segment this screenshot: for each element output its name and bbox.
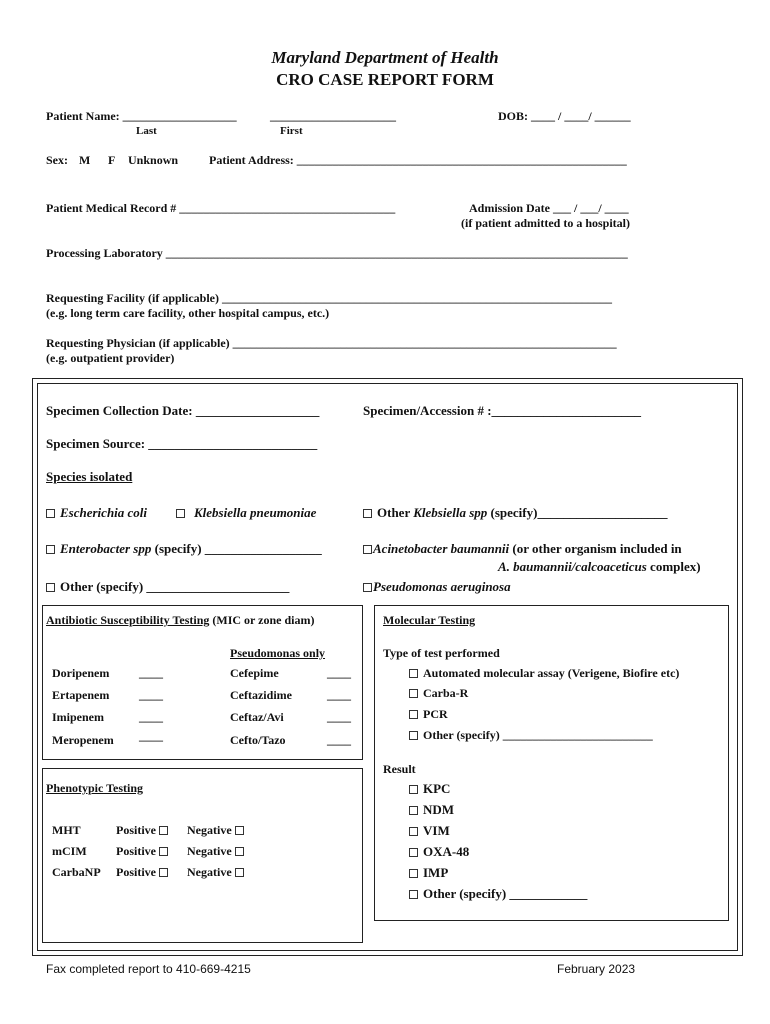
pseudomonas-only-heading: Pseudomonas only — [230, 646, 326, 660]
ast-heading-suffix: (MIC or zone diam) — [209, 613, 315, 627]
other-specify-label: Other (specify) ______________________ — [60, 579, 290, 594]
fax-footer: Fax completed report to 410-669-4215 — [46, 962, 251, 976]
result-oxa48-checkbox[interactable] — [409, 844, 469, 860]
carbanp-positive-checkbox[interactable] — [116, 865, 168, 880]
other-kleb-prefix: Other — [377, 505, 414, 520]
type-of-test-label: Type of test performed — [383, 646, 500, 660]
negative-label: Negative — [187, 865, 232, 879]
result-oxa48-label: OXA-48 — [423, 844, 470, 859]
test-pcr-checkbox[interactable] — [409, 707, 448, 722]
checkbox-icon — [409, 869, 418, 878]
dob-field[interactable]: DOB: ____ / ____/ ______ — [498, 109, 631, 123]
checkbox-icon — [409, 785, 418, 794]
ast-meropenem-blank[interactable]: —— — [139, 733, 163, 747]
admission-date-field[interactable]: Admission Date ___ / ___/ ____ — [469, 201, 629, 215]
org-title: Maryland Department of Health — [271, 48, 499, 67]
patient-name-field[interactable]: Patient Name: ___________________ — [46, 109, 237, 123]
acineto-complex-line — [498, 559, 701, 575]
ast-cefto-tazo-blank[interactable]: ____ — [327, 733, 351, 747]
sex-option-m[interactable]: M — [79, 153, 91, 167]
species-other-checkbox[interactable] — [46, 579, 289, 595]
date-footer: February 2023 — [557, 962, 636, 976]
test-other-checkbox[interactable] — [409, 728, 653, 743]
result-ndm-checkbox[interactable] — [409, 802, 454, 818]
patient-address-field[interactable]: Patient Address: _______________________________________________________ — [209, 153, 627, 167]
ast-ceftazidime-label: Ceftazidime — [230, 688, 292, 702]
test-automated-label: Automated molecular assay (Verigene, Biofire etc) — [423, 666, 680, 680]
species-ecoli-checkbox[interactable] — [46, 505, 147, 521]
acineto-italic: Acinetobacter baumannii — [373, 541, 510, 556]
checkbox-icon — [409, 710, 418, 719]
processing-lab-field[interactable]: Processing Laboratory _____________________________________________________________________________ — [46, 246, 628, 260]
checkbox-icon — [46, 583, 55, 592]
negative-label: Negative — [187, 844, 232, 858]
ast-cefepime-label: Cefepime — [230, 666, 279, 680]
result-label: Result — [383, 762, 416, 776]
checkbox-icon — [363, 509, 372, 518]
checkbox-icon — [159, 847, 168, 856]
medical-record-field[interactable]: Patient Medical Record # ____________________________________ — [46, 201, 396, 215]
species-ecoli-label: Escherichia coli — [60, 505, 148, 520]
checkbox-icon — [409, 669, 418, 678]
acineto-suffix: (or other organism included in — [509, 541, 682, 556]
entero-italic: Enterobacter spp — [60, 541, 152, 556]
pseudo-italic: Pseudomonas aeruginosa — [373, 579, 511, 594]
requesting-facility-field[interactable]: Requesting Facility (if applicable) _________________________________________________________________ — [46, 291, 612, 305]
species-klebsiella-pneumoniae-checkbox[interactable] — [176, 505, 316, 521]
species-isolated-heading: Species isolated — [46, 469, 133, 484]
ast-cefto-tazo-label: Cefto/Tazo — [230, 733, 286, 747]
ast-ertapenem-blank[interactable]: ____ — [139, 688, 163, 702]
mcim-negative-checkbox[interactable] — [187, 844, 244, 859]
species-pseudomonas-checkbox[interactable] — [363, 579, 511, 595]
ast-ceftazidime-blank[interactable]: ____ — [327, 688, 351, 702]
result-other-checkbox[interactable] — [409, 886, 587, 902]
checkbox-icon — [409, 890, 418, 899]
checkbox-icon — [46, 545, 55, 554]
last-caption: Last — [136, 125, 157, 137]
ast-ceftaz-avi-blank[interactable]: ____ — [327, 710, 351, 724]
checkbox-icon — [363, 583, 372, 592]
checkbox-icon — [409, 806, 418, 815]
sex-option-f[interactable]: F — [108, 153, 116, 167]
first-caption: First — [280, 125, 303, 137]
entero-suffix: (specify) __________________ — [151, 541, 322, 556]
test-pcr-label: PCR — [423, 707, 448, 721]
other-kleb-suffix: (specify)____________________ — [487, 505, 668, 520]
species-other-klebsiella-checkbox[interactable] — [363, 505, 667, 521]
checkbox-icon — [409, 827, 418, 836]
form-title: CRO CASE REPORT FORM — [276, 70, 494, 89]
checkbox-icon — [235, 847, 244, 856]
ast-imipenem-label: Imipenem — [52, 710, 104, 724]
result-vim-checkbox[interactable] — [409, 823, 450, 839]
requesting-physician-field[interactable]: Requesting Physician (if applicable) ________________________________________________________________ — [46, 336, 617, 350]
checkbox-icon — [159, 826, 168, 835]
negative-label: Negative — [187, 823, 232, 837]
ast-heading — [46, 613, 314, 628]
checkbox-icon — [363, 545, 372, 554]
result-kpc-checkbox[interactable] — [409, 781, 450, 797]
ast-doripenem-blank[interactable]: ____ — [139, 666, 163, 680]
test-carba-r-label: Carba-R — [423, 686, 469, 700]
result-other-label: Other (specify) ____________ — [423, 886, 588, 901]
positive-label: Positive — [116, 823, 156, 837]
checkbox-icon — [235, 826, 244, 835]
result-imp-checkbox[interactable] — [409, 865, 448, 881]
test-automated-checkbox[interactable] — [409, 666, 679, 681]
ast-ceftaz-avi-label: Ceftaz/Avi — [230, 710, 284, 724]
admission-note: (if patient admitted to a hospital) — [461, 216, 630, 230]
checkbox-icon — [46, 509, 55, 518]
result-ndm-label: NDM — [423, 802, 455, 817]
mcim-label: mCIM — [52, 844, 87, 858]
ast-ertapenem-label: Ertapenem — [52, 688, 110, 702]
carbanp-negative-checkbox[interactable] — [187, 865, 244, 880]
patient-first-name-field[interactable]: _____________________ — [270, 109, 396, 123]
mht-positive-checkbox[interactable] — [116, 823, 168, 838]
result-vim-label: VIM — [423, 823, 450, 838]
checkbox-icon — [409, 731, 418, 740]
result-imp-label: IMP — [423, 865, 449, 880]
ast-doripenem-label: Doripenem — [52, 666, 110, 680]
ast-heading-text: Antibiotic Susceptibility Testing — [46, 613, 210, 627]
ast-imipenem-blank[interactable]: ____ — [139, 710, 163, 724]
ast-cefepime-blank[interactable]: ____ — [327, 666, 351, 680]
species-kleb-pneu-label: Klebsiella pneumoniae — [194, 505, 317, 520]
species-enterobacter-checkbox[interactable] — [46, 541, 322, 557]
facility-note: (e.g. long term care facility, other hospital campus, etc.) — [46, 306, 330, 320]
checkbox-icon — [159, 868, 168, 877]
specimen-collection-date-field[interactable]: Specimen Collection Date: ___________________ — [46, 403, 320, 418]
specimen-source-field[interactable]: Specimen Source: __________________________ — [46, 436, 318, 451]
phenotypic-heading: Phenotypic Testing — [46, 781, 144, 795]
positive-label: Positive — [116, 865, 156, 879]
sex-option-unknown[interactable]: Unknown — [128, 153, 179, 167]
species-acinetobacter-checkbox[interactable] — [363, 541, 682, 557]
sex-label: Sex: — [46, 153, 68, 167]
result-kpc-label: KPC — [423, 781, 451, 796]
mht-label: MHT — [52, 823, 81, 837]
molecular-heading: Molecular Testing — [383, 613, 476, 627]
other-kleb-italic: Klebsiella spp — [413, 505, 488, 520]
checkbox-icon — [409, 689, 418, 698]
physician-note: (e.g. outpatient provider) — [46, 351, 175, 365]
checkbox-icon — [409, 848, 418, 857]
checkbox-icon — [176, 509, 185, 518]
mcim-positive-checkbox[interactable] — [116, 844, 168, 859]
positive-label: Positive — [116, 844, 156, 858]
carbanp-label: CarbaNP — [52, 865, 101, 879]
test-other-label: Other (specify) _________________________ — [423, 728, 653, 742]
acineto-line2-suffix: complex) — [646, 559, 701, 574]
specimen-accession-field[interactable]: Specimen/Accession # :_______________________ — [363, 403, 642, 418]
ast-meropenem-label: Meropenem — [52, 733, 114, 747]
acineto-line2-italic: A. baumannii/calcoaceticus — [498, 559, 647, 574]
checkbox-icon — [235, 868, 244, 877]
test-carba-r-checkbox[interactable] — [409, 686, 468, 701]
mht-negative-checkbox[interactable] — [187, 823, 244, 838]
